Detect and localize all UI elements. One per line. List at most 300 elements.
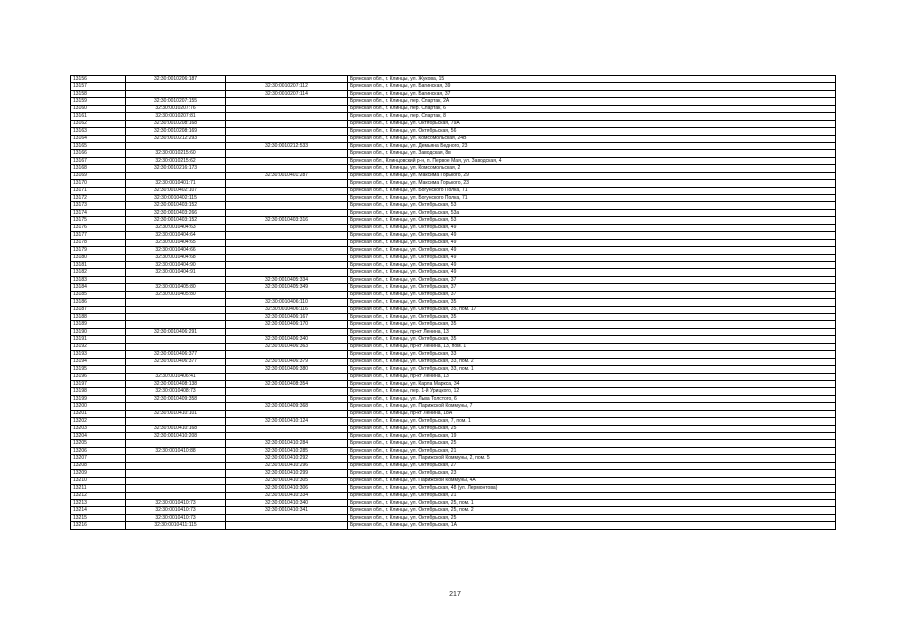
row-number-cell: 13209 (71, 470, 126, 477)
cadastral-number-cell: 32:30:0010408:73 (126, 388, 226, 395)
row-number-cell: 13169 (71, 172, 126, 179)
table-row (71, 195, 836, 202)
table-row (71, 276, 836, 283)
row-number-cell: 13156 (71, 76, 126, 83)
table-row (71, 358, 836, 365)
linked-cadastral-number-cell (226, 98, 348, 105)
address-cell: Брянская обл., Клинцовский р-н, п. Первое Мая, ул. Заводская, 4 (348, 157, 836, 164)
linked-cadastral-number-cell (226, 239, 348, 246)
table-row (71, 135, 836, 142)
address-cell: Брянская обл., г. Клинцы, ул. Октябрьская, 37 (348, 291, 836, 298)
cadastral-number-cell: 32:30:0010408:138 (126, 380, 226, 387)
row-number-cell: 13171 (71, 187, 126, 194)
linked-cadastral-number-cell: 32:30:0010406:167 (226, 314, 348, 321)
cadastral-number-cell: 32:30:0010206:187 (126, 76, 226, 83)
cadastral-number-cell (126, 470, 226, 477)
table-row (71, 336, 836, 343)
table-row (71, 105, 836, 112)
cadastral-number-cell (126, 462, 226, 469)
cadastral-number-cell: 32:30:0010215:62 (126, 157, 226, 164)
row-number-cell: 13202 (71, 418, 126, 425)
linked-cadastral-number-cell: 32:30:0010401:287 (226, 172, 348, 179)
address-cell: Брянская обл., г. Клинцы, ул. Октябрьская, 25, пом. 1 (348, 499, 836, 506)
table-row (71, 83, 836, 90)
table-body (71, 76, 836, 530)
row-number-cell: 13194 (71, 358, 126, 365)
row-number-cell: 13189 (71, 321, 126, 328)
cadastral-number-cell (126, 306, 226, 313)
cadastral-number-cell: 32:30:0010410:101 (126, 410, 226, 417)
row-number-cell: 13211 (71, 485, 126, 492)
row-number-cell: 13168 (71, 165, 126, 172)
cadastral-number-cell: 32:30:0010208:169 (126, 128, 226, 135)
linked-cadastral-number-cell (226, 180, 348, 187)
address-cell: Брянская обл., г. Клинцы, ул. Октябрьская, 49 (348, 232, 836, 239)
table-row (71, 150, 836, 157)
linked-cadastral-number-cell: 32:30:0010207:114 (226, 90, 348, 97)
table-row (71, 462, 836, 469)
table-row (71, 247, 836, 254)
address-cell: Брянская обл., г. Клинцы, ул. Октябрьская, 49 (348, 269, 836, 276)
table-row (71, 366, 836, 373)
row-number-cell: 13187 (71, 306, 126, 313)
linked-cadastral-number-cell (226, 522, 348, 529)
linked-cadastral-number-cell (226, 232, 348, 239)
cadastral-number-cell (126, 343, 226, 350)
cadastral-number-cell (126, 142, 226, 149)
table-row (71, 120, 836, 127)
cadastral-number-cell: 32:30:0010207:155 (126, 98, 226, 105)
linked-cadastral-number-cell: 32:30:0010207:112 (226, 83, 348, 90)
address-cell: Брянская обл., г. Клинцы, ул. Октябрьская, 79А (348, 120, 836, 127)
cadastral-number-cell (126, 314, 226, 321)
address-cell: Брянская обл., г. Клинцы, ул. Октябрьская, 25 (348, 440, 836, 447)
cadastral-number-cell: 32:30:0010207:81 (126, 113, 226, 120)
table-row (71, 492, 836, 499)
linked-cadastral-number-cell: 32:30:0010410:124 (226, 418, 348, 425)
linked-cadastral-number-cell: 32:30:0010406:363 (226, 343, 348, 350)
cadastral-number-cell: 32:30:0010410:168 (126, 425, 226, 432)
table-row (71, 477, 836, 484)
table-row (71, 142, 836, 149)
address-cell: Брянская обл., г. Клинцы, ул. Октябрьская, 48 (ул. Лермонтова) (348, 485, 836, 492)
address-cell: Брянская обл., г. Клинцы, пер. Спартак, 6 (348, 105, 836, 112)
table-row (71, 425, 836, 432)
row-number-cell: 13198 (71, 388, 126, 395)
row-number-cell: 13182 (71, 269, 126, 276)
linked-cadastral-number-cell: 32:30:0010410:292 (226, 455, 348, 462)
row-number-cell: 13157 (71, 83, 126, 90)
linked-cadastral-number-cell: 32:30:0010410:334 (226, 492, 348, 499)
table-row (71, 239, 836, 246)
linked-cadastral-number-cell (226, 388, 348, 395)
table-row (71, 254, 836, 261)
cadastral-number-cell (126, 440, 226, 447)
table-row (71, 261, 836, 268)
cadastral-number-cell: 32:30:0010406:41 (126, 373, 226, 380)
address-cell: Брянская обл., г. Клинцы, ул. Карла Маркса, 34 (348, 380, 836, 387)
address-cell: Брянская обл., г. Клинцы, ул. Богунского Полка, 71 (348, 187, 836, 194)
row-number-cell: 13206 (71, 447, 126, 454)
address-cell: Брянская обл., г. Клинцы, ул. Заводская, 8в (348, 150, 836, 157)
cadastral-number-cell (126, 276, 226, 283)
row-number-cell: 13158 (71, 90, 126, 97)
address-cell: Брянская обл., г. Клинцы, ул. Максима Горького, 23 (348, 180, 836, 187)
table-row (71, 433, 836, 440)
cadastral-number-cell: 32:30:0010411:115 (126, 522, 226, 529)
cadastral-number-cell (126, 90, 226, 97)
table-row (71, 455, 836, 462)
address-cell: Брянская обл., г. Клинцы, ул. Комсомольская, 24В (348, 135, 836, 142)
linked-cadastral-number-cell: 32:30:0010212:533 (226, 142, 348, 149)
address-cell: Брянская обл., г. Клинцы, пр-кт Ленина, 13 (348, 373, 836, 380)
cadastral-number-cell: 32:30:0010404:68 (126, 254, 226, 261)
page-number: 217 (449, 591, 461, 598)
cadastral-number-cell (126, 403, 226, 410)
table-row (71, 232, 836, 239)
row-number-cell: 13192 (71, 343, 126, 350)
linked-cadastral-number-cell: 32:30:0010408:354 (226, 380, 348, 387)
table-row (71, 202, 836, 209)
row-number-cell: 13174 (71, 209, 126, 216)
table-row (71, 306, 836, 313)
address-cell: Брянская обл., г. Клинцы, ул. Октябрьская, 49 (348, 254, 836, 261)
table-row (71, 410, 836, 417)
row-number-cell: 13177 (71, 232, 126, 239)
table-row (71, 217, 836, 224)
linked-cadastral-number-cell (226, 113, 348, 120)
table-row (71, 128, 836, 135)
address-cell: Брянская обл., г. Клинцы, ул. Льва Толстого, 6 (348, 395, 836, 402)
address-cell: Брянская обл., г. Клинцы, ул. Октябрьская, 33 (348, 351, 836, 358)
linked-cadastral-number-cell (226, 224, 348, 231)
linked-cadastral-number-cell (226, 425, 348, 432)
linked-cadastral-number-cell (226, 433, 348, 440)
property-registry-table (70, 75, 836, 530)
cadastral-number-cell: 32:30:0010404:91 (126, 269, 226, 276)
linked-cadastral-number-cell (226, 135, 348, 142)
cadastral-number-cell: 32:30:0010410:73 (126, 507, 226, 514)
cadastral-number-cell: 32:30:0010404:65 (126, 239, 226, 246)
row-number-cell: 13205 (71, 440, 126, 447)
linked-cadastral-number-cell: 32:30:0010410:296 (226, 462, 348, 469)
cadastral-number-cell: 32:30:0010208:168 (126, 120, 226, 127)
table-row (71, 373, 836, 380)
cadastral-number-cell: 32:30:0010409:358 (126, 395, 226, 402)
linked-cadastral-number-cell: 32:30:0010410:284 (226, 440, 348, 447)
row-number-cell: 13165 (71, 142, 126, 149)
linked-cadastral-number-cell: 32:30:0010410:340 (226, 499, 348, 506)
address-cell: Брянская обл., г. Клинцы, пер. Спартак, 8 (348, 113, 836, 120)
address-cell: Брянская обл., г. Клинцы, пр-кт Ленина, 13, пом. 1 (348, 343, 836, 350)
cadastral-number-cell: 32:30:0010406:377 (126, 351, 226, 358)
address-cell: Брянская обл., г. Клинцы, ул. Октябрьская, 35 (348, 314, 836, 321)
address-cell: Брянская обл., г. Клинцы, ул. Октябрьская, 49 (348, 247, 836, 254)
row-number-cell: 13213 (71, 499, 126, 506)
address-cell: Брянская обл., г. Клинцы, ул. Октябрьская, 25 (348, 425, 836, 432)
cadastral-number-cell: 32:30:0010215:60 (126, 150, 226, 157)
address-cell: Брянская обл., г. Клинцы, ул. Октябрьская, 23 (348, 470, 836, 477)
table-row (71, 447, 836, 454)
row-number-cell: 13175 (71, 217, 126, 224)
cadastral-number-cell: 32:30:0010403:152 (126, 202, 226, 209)
row-number-cell: 13199 (71, 395, 126, 402)
address-cell: Брянская обл., г. Клинцы, ул. Октябрьская, 27 (348, 462, 836, 469)
table-row (71, 440, 836, 447)
table-row (71, 90, 836, 97)
address-cell: Брянская обл., г. Клинцы, пер. 1-й Урицкого, 12 (348, 388, 836, 395)
table-row (71, 343, 836, 350)
linked-cadastral-number-cell (226, 150, 348, 157)
cadastral-number-cell: 32:30:0010406:291 (126, 328, 226, 335)
linked-cadastral-number-cell: 32:30:0010406:380 (226, 366, 348, 373)
address-cell: Брянская обл., г. Клинцы, ул. Октябрьская, 25 (348, 514, 836, 521)
linked-cadastral-number-cell (226, 269, 348, 276)
address-cell: Брянская обл., г. Клинцы, ул. Октябрьская, 7, пом. 1 (348, 418, 836, 425)
cadastral-number-cell: 32:30:0010410:73 (126, 499, 226, 506)
row-number-cell: 13173 (71, 202, 126, 209)
row-number-cell: 13204 (71, 433, 126, 440)
row-number-cell: 13167 (71, 157, 126, 164)
address-cell: Брянская обл., г. Клинцы, ул. Жукова, 15 (348, 76, 836, 83)
row-number-cell: 13208 (71, 462, 126, 469)
address-cell: Брянская обл., г. Клинцы, ул. Октябрьская, 53 (348, 202, 836, 209)
cadastral-number-cell: 32:30:0010402:107 (126, 187, 226, 194)
linked-cadastral-number-cell (226, 261, 348, 268)
table-row (71, 209, 836, 216)
row-number-cell: 13212 (71, 492, 126, 499)
cadastral-number-cell (126, 366, 226, 373)
cadastral-number-cell (126, 336, 226, 343)
address-cell: Брянская обл., г. Клинцы, ул. Багинская, 37 (348, 90, 836, 97)
table-row (71, 76, 836, 83)
address-cell: Брянская обл., г. Клинцы, ул. Октябрьская, 21 (348, 447, 836, 454)
row-number-cell: 13180 (71, 254, 126, 261)
cadastral-number-cell (126, 485, 226, 492)
linked-cadastral-number-cell (226, 128, 348, 135)
cadastral-number-cell: 32:30:0010406:377 (126, 358, 226, 365)
linked-cadastral-number-cell: 32:30:0010410:305 (226, 477, 348, 484)
table-row (71, 299, 836, 306)
address-cell: Брянская обл., г. Клинцы, ул. Октябрьская, 53 (348, 217, 836, 224)
table-row (71, 224, 836, 231)
row-number-cell: 13183 (71, 276, 126, 283)
address-cell: Брянская обл., г. Клинцы, ул. Комсомольская, 2 (348, 165, 836, 172)
row-number-cell: 13188 (71, 314, 126, 321)
cadastral-number-cell: 32:30:0010404:64 (126, 232, 226, 239)
row-number-cell: 13172 (71, 195, 126, 202)
address-cell: Брянская обл., г. Клинцы, ул. Октябрьская, 37 (348, 276, 836, 283)
linked-cadastral-number-cell: 32:30:0010406:340 (226, 336, 348, 343)
linked-cadastral-number-cell (226, 254, 348, 261)
table-row (71, 485, 836, 492)
table-row (71, 351, 836, 358)
address-cell: Брянская обл., г. Клинцы, пер. Спартак, 2А (348, 98, 836, 105)
row-number-cell: 13159 (71, 98, 126, 105)
cadastral-number-cell: 32:30:0010404:66 (126, 247, 226, 254)
address-cell: Брянская обл., г. Клинцы, ул. Октябрьская, 49 (348, 224, 836, 231)
cadastral-number-cell (126, 83, 226, 90)
address-cell: Брянская обл., г. Клинцы, ул. Октябрьская, 1А (348, 522, 836, 529)
cadastral-number-cell: 32:30:0010410:73 (126, 514, 226, 521)
row-number-cell: 13190 (71, 328, 126, 335)
row-number-cell: 13161 (71, 113, 126, 120)
row-number-cell: 13215 (71, 514, 126, 521)
cadastral-number-cell (126, 299, 226, 306)
table-row (71, 157, 836, 164)
table-row (71, 395, 836, 402)
address-cell: Брянская обл., г. Клинцы, ул. Октябрьская, 49 (348, 261, 836, 268)
cadastral-number-cell: 32:30:0010401:71 (126, 180, 226, 187)
row-number-cell: 13200 (71, 403, 126, 410)
row-number-cell: 13210 (71, 477, 126, 484)
linked-cadastral-number-cell (226, 187, 348, 194)
linked-cadastral-number-cell (226, 395, 348, 402)
row-number-cell: 13164 (71, 135, 126, 142)
linked-cadastral-number-cell (226, 410, 348, 417)
table-row (71, 499, 836, 506)
linked-cadastral-number-cell (226, 165, 348, 172)
table-row (71, 314, 836, 321)
cadastral-number-cell (126, 321, 226, 328)
cadastral-number-cell: 32:30:0010402:115 (126, 195, 226, 202)
linked-cadastral-number-cell (226, 247, 348, 254)
table-row (71, 187, 836, 194)
cadastral-number-cell (126, 492, 226, 499)
linked-cadastral-number-cell: 32:30:0010405:334 (226, 276, 348, 283)
cadastral-number-cell: 32:30:0010410:208 (126, 433, 226, 440)
address-cell: Брянская обл., г. Клинцы, ул. Октябрьская, 19 (348, 433, 836, 440)
address-cell: Брянская обл., г. Клинцы, ул. Октябрьская, 56 (348, 128, 836, 135)
cadastral-number-cell (126, 455, 226, 462)
address-cell: Брянская обл., г. Клинцы, ул. Октябрьская, 33, пом. 2 (348, 358, 836, 365)
table-row (71, 403, 836, 410)
cadastral-number-cell (126, 418, 226, 425)
linked-cadastral-number-cell (226, 202, 348, 209)
cadastral-number-cell (126, 477, 226, 484)
linked-cadastral-number-cell (226, 120, 348, 127)
row-number-cell: 13176 (71, 224, 126, 231)
address-cell: Брянская обл., г. Клинцы, пр-кт Ленина, 18А (348, 410, 836, 417)
row-number-cell: 13201 (71, 410, 126, 417)
row-number-cell: 13181 (71, 261, 126, 268)
address-cell: Брянская обл., г. Клинцы, ул. Октябрьская, 35 (348, 299, 836, 306)
row-number-cell: 13166 (71, 150, 126, 157)
row-number-cell: 13193 (71, 351, 126, 358)
cadastral-number-cell: 32:30:0010216:173 (126, 165, 226, 172)
row-number-cell: 13214 (71, 507, 126, 514)
row-number-cell: 13207 (71, 455, 126, 462)
table-row (71, 113, 836, 120)
linked-cadastral-number-cell (226, 373, 348, 380)
table-row (71, 180, 836, 187)
row-number-cell: 13186 (71, 299, 126, 306)
linked-cadastral-number-cell: 32:30:0010406:110 (226, 299, 348, 306)
table-row (71, 388, 836, 395)
table-row (71, 514, 836, 521)
cadastral-number-cell: 32:30:0010410:88 (126, 447, 226, 454)
linked-cadastral-number-cell: 32:30:0010410:285 (226, 447, 348, 454)
address-cell: Брянская обл., г. Клинцы, ул. Октябрьская, 35 (348, 336, 836, 343)
linked-cadastral-number-cell (226, 514, 348, 521)
row-number-cell: 13163 (71, 128, 126, 135)
linked-cadastral-number-cell: 32:30:0010406:379 (226, 358, 348, 365)
address-cell: Брянская обл., г. Клинцы, ул. Октябрьская, 25, пом. 2 (348, 507, 836, 514)
address-cell: Брянская обл., г. Клинцы, ул. Октябрьская, 49 (348, 239, 836, 246)
row-number-cell: 13203 (71, 425, 126, 432)
linked-cadastral-number-cell: 32:30:0010410:341 (226, 507, 348, 514)
address-cell: Брянская обл., г. Клинцы, ул. Октябрьская, 35, пом. 17 (348, 306, 836, 313)
table-row (71, 172, 836, 179)
linked-cadastral-number-cell (226, 209, 348, 216)
address-cell: Брянская обл., г. Клинцы, ул. Парижской Коммуны, 4А (348, 477, 836, 484)
linked-cadastral-number-cell: 32:30:0010410:299 (226, 470, 348, 477)
linked-cadastral-number-cell: 32:30:0010410:306 (226, 485, 348, 492)
table-row (71, 321, 836, 328)
linked-cadastral-number-cell: 32:30:0010403:316 (226, 217, 348, 224)
cadastral-number-cell: 32:30:0010405:80 (126, 291, 226, 298)
address-cell: Брянская обл., г. Клинцы, ул. Парижской Коммуны, 7 (348, 403, 836, 410)
address-cell: Брянская обл., г. Клинцы, ул. Багинская, 39 (348, 83, 836, 90)
table-row (71, 522, 836, 529)
linked-cadastral-number-cell: 32:30:0010405:349 (226, 284, 348, 291)
row-number-cell: 13195 (71, 366, 126, 373)
row-number-cell: 13216 (71, 522, 126, 529)
linked-cadastral-number-cell: 32:30:0010406:116 (226, 306, 348, 313)
address-cell: Брянская обл., г. Клинцы, ул. Октябрьская, 53а (348, 209, 836, 216)
linked-cadastral-number-cell: 32:30:0010406:170 (226, 321, 348, 328)
table-row (71, 291, 836, 298)
cadastral-number-cell: 32:30:0010403:266 (126, 209, 226, 216)
address-cell: Брянская обл., г. Клинцы, ул. Октябрьская, 35 (348, 321, 836, 328)
address-cell: Брянская обл., г. Клинцы, пр-кт Ленина, 13 (348, 328, 836, 335)
cadastral-number-cell: 32:30:0010212:293 (126, 135, 226, 142)
row-number-cell: 13179 (71, 247, 126, 254)
table-row (71, 418, 836, 425)
row-number-cell: 13162 (71, 120, 126, 127)
table-row (71, 507, 836, 514)
cadastral-number-cell (126, 172, 226, 179)
table-row (71, 328, 836, 335)
cadastral-number-cell: 32:30:0010404:63 (126, 224, 226, 231)
row-number-cell: 13185 (71, 291, 126, 298)
address-cell: Брянская обл., г. Клинцы, ул. Богунского Полка, 71 (348, 195, 836, 202)
linked-cadastral-number-cell (226, 105, 348, 112)
row-number-cell: 13170 (71, 180, 126, 187)
linked-cadastral-number-cell (226, 351, 348, 358)
table-row (71, 269, 836, 276)
table-row (71, 98, 836, 105)
linked-cadastral-number-cell: 32:30:0010409:368 (226, 403, 348, 410)
cadastral-number-cell: 32:30:0010207:76 (126, 105, 226, 112)
linked-cadastral-number-cell (226, 195, 348, 202)
row-number-cell: 13178 (71, 239, 126, 246)
linked-cadastral-number-cell (226, 328, 348, 335)
address-cell: Брянская обл., г. Клинцы, ул. Октябрьская, 37 (348, 284, 836, 291)
address-cell: Брянская обл., г. Клинцы, ул. Октябрьская, 21 (348, 492, 836, 499)
address-cell: Брянская обл., г. Клинцы, ул. Демьяна Бедного, 23 (348, 142, 836, 149)
table-row (71, 284, 836, 291)
row-number-cell: 13197 (71, 380, 126, 387)
row-number-cell: 13160 (71, 105, 126, 112)
table-row (71, 165, 836, 172)
cadastral-number-cell: 32:30:0010403:152 (126, 217, 226, 224)
linked-cadastral-number-cell (226, 157, 348, 164)
cadastral-number-cell: 32:30:0010404:90 (126, 261, 226, 268)
cadastral-number-cell: 32:30:0010405:80 (126, 284, 226, 291)
linked-cadastral-number-cell (226, 291, 348, 298)
table-row (71, 380, 836, 387)
